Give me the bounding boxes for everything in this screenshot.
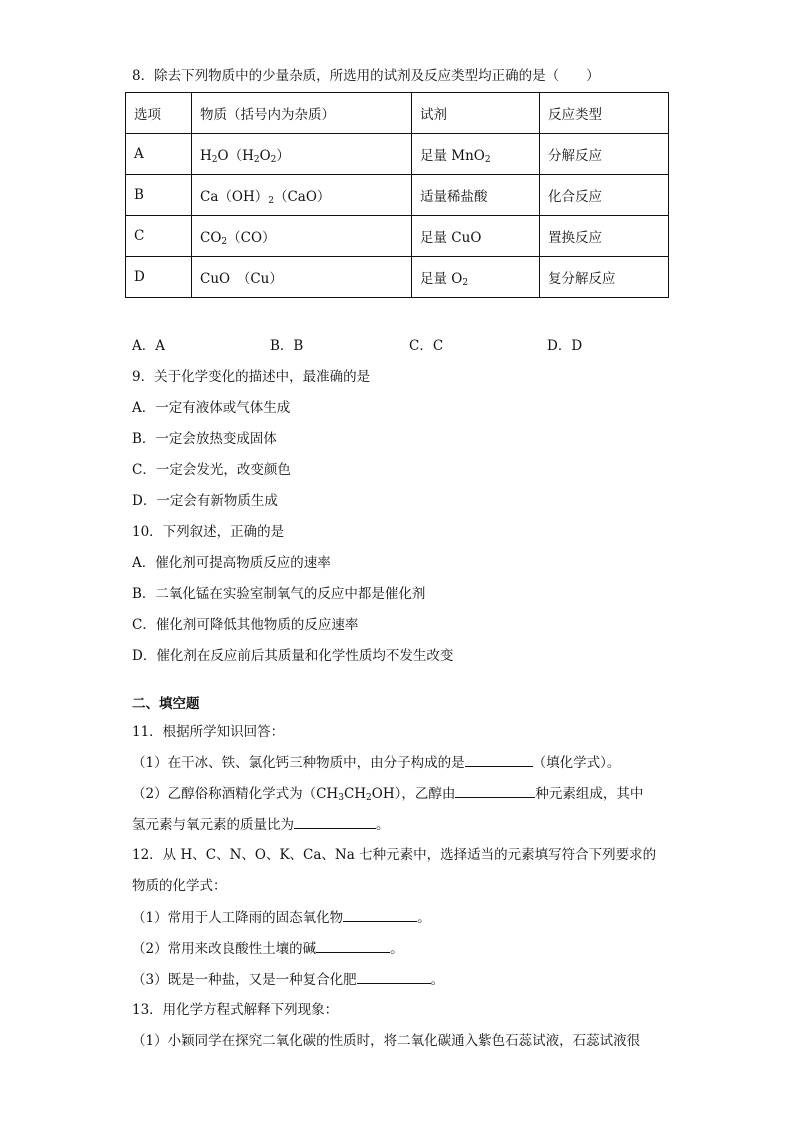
choice-d: D．D bbox=[547, 338, 583, 354]
option-cell: B bbox=[126, 175, 192, 216]
subscript: 2 bbox=[366, 793, 372, 803]
q12-part2 bbox=[132, 938, 404, 959]
q11-stem: 11．根据所学知识回答： bbox=[132, 724, 285, 740]
reagent-cell: 适量稀盐酸 bbox=[412, 175, 540, 216]
q11-part2-text: 种元素组成，其中 bbox=[535, 786, 644, 802]
period: 。 bbox=[390, 941, 404, 957]
q8-table bbox=[125, 92, 669, 298]
reagent-cell: 足量 $O_2$ bbox=[412, 257, 540, 298]
answer-blank[interactable] bbox=[316, 938, 390, 953]
option-cell: C bbox=[126, 216, 192, 257]
answer-blank[interactable] bbox=[294, 814, 376, 829]
q11-part2-text: OH），乙醇由 bbox=[371, 786, 456, 802]
q10-option-a: A．催化剂可提高物质反应的速率 bbox=[132, 555, 331, 571]
q11-part1 bbox=[132, 752, 620, 773]
substance-cell: CuO （Cu） bbox=[192, 257, 412, 298]
table-header-row bbox=[126, 93, 669, 134]
q9-option-a: A．一定有液体或气体生成 bbox=[132, 400, 291, 416]
answer-blank[interactable] bbox=[343, 907, 417, 922]
q10-option-b: B．二氧化锰在实验室制氧气的反应中都是催化剂 bbox=[132, 586, 426, 602]
reagent-cell: 足量 MnO$_2$ bbox=[412, 134, 540, 175]
q11-part2-cont bbox=[132, 814, 390, 835]
q13-part1: （1）小颖同学在探究二氧化碳的性质时，将二氧化碳通入紫色石蕊试液，石蕊试液很 bbox=[132, 1033, 641, 1049]
q8-stem: 8．除去下列物质中的少量杂质，所选用的试剂及反应类型均正确的是（ ） bbox=[132, 68, 600, 84]
table-header-cell: 物质（括号内为杂质） bbox=[192, 93, 412, 134]
table-header-cell: 选项 bbox=[126, 93, 192, 134]
option-cell: D bbox=[126, 257, 192, 298]
substance-cell: $CO_2(CO)$ bbox=[192, 216, 412, 257]
q11-part1-suffix: （填化学式）。 bbox=[532, 755, 621, 771]
period: 。 bbox=[430, 972, 445, 988]
q9-option-b: B．一定会放热变成固体 bbox=[132, 431, 277, 447]
q10-stem: 10．下列叙述，正确的是 bbox=[132, 524, 285, 540]
table-header-cell: 反应类型 bbox=[540, 93, 669, 134]
q12-part3 bbox=[132, 969, 444, 990]
answer-blank[interactable] bbox=[357, 969, 431, 984]
subscript: 3 bbox=[338, 793, 344, 803]
reaction-cell: 分解反应 bbox=[540, 134, 669, 175]
substance-cell: $H_2O(H_2O_2)$ bbox=[192, 134, 412, 175]
q11-part2-text: CH bbox=[343, 786, 367, 802]
q12-part1 bbox=[132, 907, 431, 928]
period: 。 bbox=[417, 910, 431, 926]
reaction-cell: 复分解反应 bbox=[540, 257, 669, 298]
reaction-cell: 化合反应 bbox=[540, 175, 669, 216]
reaction-cell: 置换反应 bbox=[540, 216, 669, 257]
section-title: 二、填空题 bbox=[132, 696, 200, 712]
table-header-cell: 试剂 bbox=[412, 93, 540, 134]
answer-blank[interactable] bbox=[455, 783, 535, 798]
q12-stem: 12．从 H、C、N、O、K、Ca、Na 七种元素中，选择适当的元素填写符合下列要求的 bbox=[132, 847, 657, 863]
q11-part1-text: （1）在干冰、铁、氯化钙三种物质中，由分子构成的是 bbox=[132, 755, 465, 771]
q9-option-c: C．一定会发光，改变颜色 bbox=[132, 462, 291, 478]
q9-stem: 9．关于化学变化的描述中，最准确的是 bbox=[132, 369, 371, 385]
reagent-cell: 足量 CuO bbox=[412, 216, 540, 257]
answer-blank[interactable] bbox=[465, 752, 533, 767]
table-row bbox=[126, 175, 669, 216]
table-row bbox=[126, 134, 669, 175]
q11-part2-text: 氢元素与氧元素的质量比为 bbox=[132, 817, 294, 833]
option-cell: A bbox=[126, 134, 192, 175]
choice-c: C．C bbox=[409, 338, 444, 354]
table-row bbox=[126, 216, 669, 257]
table-row bbox=[126, 257, 669, 298]
q12-stem-cont: 物质的化学式： bbox=[132, 878, 227, 894]
substance-cell: $Ca(OH)_2(CaO)$ bbox=[192, 175, 412, 216]
q9-option-d: D．一定会有新物质生成 bbox=[132, 493, 278, 509]
q11-part2 bbox=[132, 783, 643, 808]
q11-part2-text: 。 bbox=[376, 817, 390, 833]
choice-b: B．B bbox=[270, 338, 304, 354]
q11-part2-text: （2）乙醇俗称酒精化学式为（CH bbox=[132, 786, 339, 802]
q10-option-c: C．催化剂可降低其他物质的反应速率 bbox=[132, 617, 359, 633]
q8-choices bbox=[132, 336, 692, 356]
q10-option-d: D．催化剂在反应前后其质量和化学性质均不发生改变 bbox=[132, 648, 454, 664]
choice-a: A．A bbox=[132, 338, 165, 354]
q12-part3-text: （3）既是一种盐，又是一种复合化肥 bbox=[132, 972, 357, 988]
q13-stem: 13．用化学方程式解释下列现象： bbox=[132, 1002, 339, 1018]
q12-part2-text: （2）常用来改良酸性土壤的碱 bbox=[132, 941, 317, 957]
q12-part1-text: （1）常用于人工降雨的固态氧化物 bbox=[132, 910, 344, 926]
